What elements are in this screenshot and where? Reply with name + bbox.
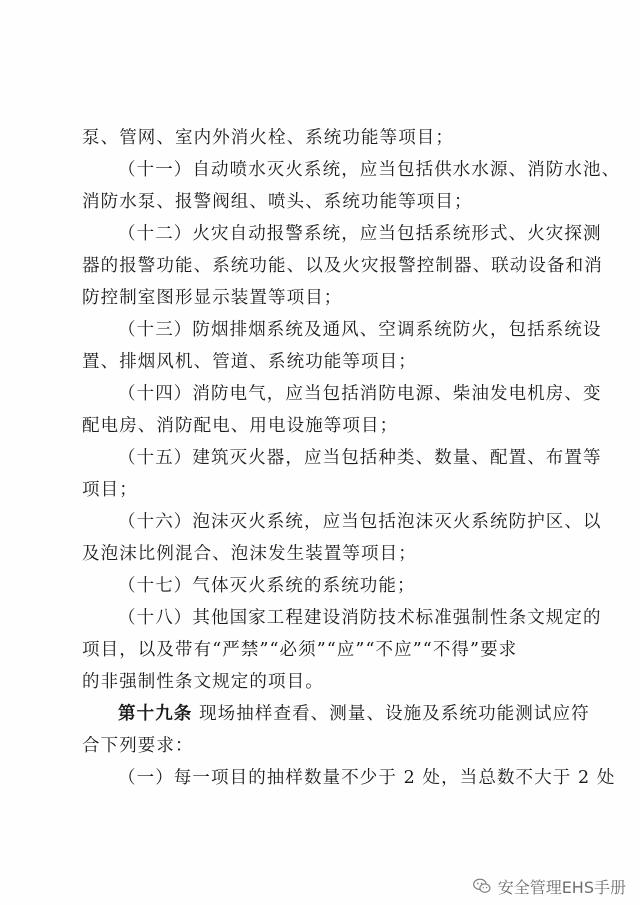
- text-line: （十一）自动喷水灭火系统，应当包括供水水源、消防水池、: [118, 160, 621, 180]
- article-line: [118, 702, 590, 726]
- text-line: 防控制室图形显示装置等项目；: [82, 288, 343, 308]
- article-heading: 第十九条: [118, 704, 193, 724]
- text-line: （十七）气体灭火系统的系统功能；: [118, 576, 416, 596]
- text-line: （十六）泡沫灭火系统，应当包括泡沫灭火系统防护区、以: [118, 512, 602, 532]
- text-line: 及泡沫比例混合、泡沫发生装置等项目；: [82, 544, 417, 564]
- text-line: （十四）消防电气，应当包括消防电源、柴油发电机房、变: [118, 384, 602, 404]
- text-line: 泵、管网、室内外消火栓、系统功能等项目；: [82, 128, 454, 148]
- text-line: 配电房、消防配电、用电设施等项目；: [82, 416, 399, 436]
- text-line: 的非强制性条文规定的项目。: [82, 672, 324, 692]
- text-line: （十二）火灾自动报警系统，应当包括系统形式、火灾探测: [118, 224, 602, 244]
- text-line: （一）每一项目的抽样数量不少于 2 处，当总数不大于 2 处: [118, 768, 616, 788]
- wechat-icon: [472, 876, 492, 896]
- text-line: 合下列要求：: [82, 736, 194, 756]
- article-text: 现场抽样查看、测量、设施及系统功能测试应符: [199, 704, 590, 724]
- text-line: （十八）其他国家工程建设消防技术标准强制性条文规定的: [118, 608, 602, 628]
- text-line: （十三）防烟排烟系统及通风、空调系统防火，包括系统设: [118, 320, 602, 340]
- text-line: （十五）建筑灭火器，应当包括种类、数量、配置、布置等: [118, 448, 602, 468]
- text-line: 项目，以及带有“严禁”“必须”“应”“不应”“不得”要求: [82, 640, 518, 660]
- text-line: 置、排烟风机、管道、系统功能等项目；: [82, 352, 417, 372]
- text-line: 消防水泵、报警阀组、喷头、系统功能等项目；: [82, 192, 473, 212]
- text-line: 器的报警功能、系统功能、以及火灾报警控制器、联动设备和消: [82, 256, 603, 276]
- watermark: [472, 873, 626, 899]
- text-line: 项目；: [82, 480, 138, 500]
- watermark-text: 安全管理EHS手册: [497, 877, 626, 897]
